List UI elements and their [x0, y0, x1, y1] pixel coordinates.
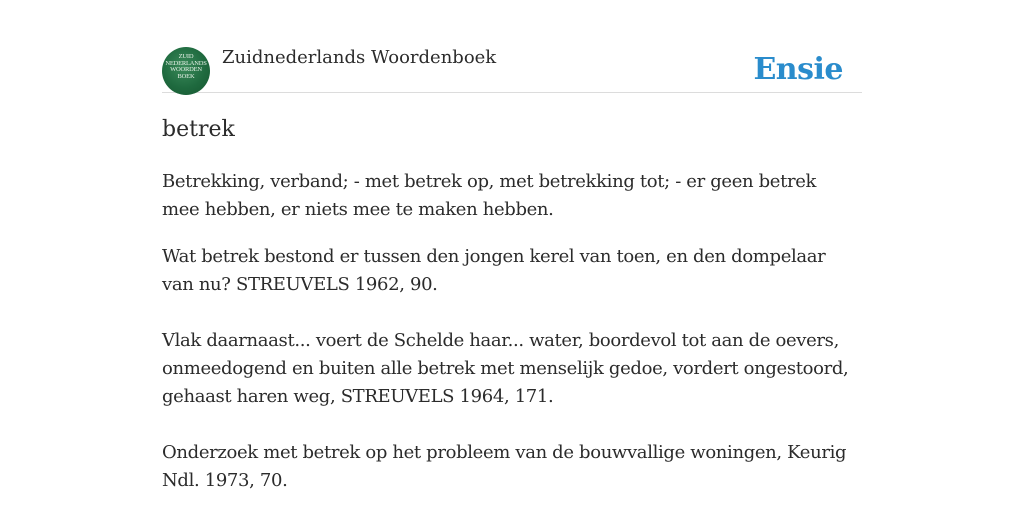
- logo-line: NEDERLANDS: [165, 59, 207, 67]
- logo-text: [162, 54, 210, 80]
- logo-line: BOEK: [177, 72, 195, 80]
- entry-title: betrek: [162, 117, 235, 142]
- dictionary-logo[interactable]: [162, 47, 210, 95]
- entry-content: [162, 168, 858, 512]
- logo-line: ZUID: [178, 53, 194, 60]
- ensie-brand-logo[interactable]: Ensie: [753, 52, 843, 87]
- example-quote: Wat betrek bestond er tussen den jongen kerel van toen, en den dompelaar van nu? STREUVELS 1962, 90.: [162, 246, 826, 295]
- dictionary-name[interactable]: Zuidnederlands Woordenboek: [222, 47, 497, 68]
- example-quote: Onderzoek met betrek op het probleem van de bouwvallige woningen, Keurig Ndl. 1973, 70.: [162, 442, 847, 491]
- entry-definition: Betrekking, verband; - met betrek op, met betrekking tot; - er geen betrek mee hebben, er niets mee te maken hebben.: [162, 171, 817, 220]
- page-header: [162, 44, 862, 93]
- example-quote: Vlak daarnaast... voert de Schelde haar... water, boordevol tot aan de oevers, onmeedogend en buiten alle betrek met menselijk gedoe, vordert ongestoord, gehaast haren weg, STREUVELS 1964, 171.: [162, 330, 849, 407]
- logo-line: WOORDEN: [170, 66, 202, 73]
